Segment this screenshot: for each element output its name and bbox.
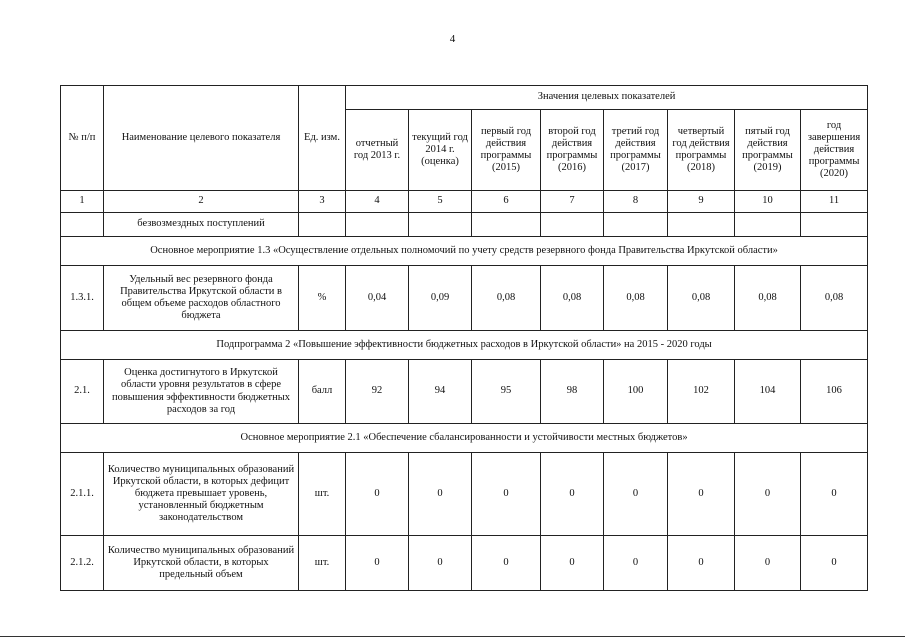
row-value-2018: 0: [668, 453, 735, 536]
row-unit: [299, 213, 346, 237]
row-unit: балл: [299, 360, 346, 424]
row-value-2014: 94: [409, 360, 472, 424]
row-value-2014: 0: [409, 536, 472, 591]
section-row-2-1: [61, 424, 868, 453]
row-value-2013: 92: [346, 360, 409, 424]
row-value-2020: 106: [801, 360, 868, 424]
section-row-1-3: [61, 237, 868, 266]
row-value: [409, 213, 472, 237]
row-value-2015: 0,08: [472, 266, 541, 331]
row-value-2015: 95: [472, 360, 541, 424]
row-value-2015: 0: [472, 536, 541, 591]
row-value-2018: 0: [668, 536, 735, 591]
row-value-2017: 0,08: [604, 266, 668, 331]
col-number: 10: [735, 191, 801, 213]
page-number: 4: [449, 33, 456, 45]
row-value-2017: 100: [604, 360, 668, 424]
row-value-2014: 0,09: [409, 266, 472, 331]
subprogram-row-2: [61, 331, 868, 360]
row-name: Количество муниципальных образований Иркутской области, в которых дефицит бюджета превышает уровень, установленный бюджетным законодательством: [104, 453, 299, 536]
row-num: 1.3.1.: [61, 266, 104, 331]
table-row-2-1-2: [61, 536, 868, 591]
header-col-2020: год завершения действия программы (2020): [801, 110, 868, 191]
row-num: 2.1.: [61, 360, 104, 424]
row-value-2017: 0: [604, 536, 668, 591]
header-col-2018: четвертый год действия программы (2018): [668, 110, 735, 191]
header-unit: Ед. изм.: [299, 86, 346, 191]
col-number: 4: [346, 191, 409, 213]
row-value-2020: 0: [801, 453, 868, 536]
section-title: Основное мероприятие 1.3 «Осуществление отдельных полномочий по учету средств резервного фонда Правительства Иркутской области»: [61, 237, 868, 266]
row-value-2013: 0: [346, 453, 409, 536]
row-value: [668, 213, 735, 237]
row-value: [801, 213, 868, 237]
header-col-2013: отчетный год 2013 г.: [346, 110, 409, 191]
header-values-group: Значения целевых показателей: [346, 86, 868, 110]
row-value-2015: 0: [472, 453, 541, 536]
col-number: 5: [409, 191, 472, 213]
row-value-2013: 0,04: [346, 266, 409, 331]
section-title: Основное мероприятие 2.1 «Обеспечение сбалансированности и устойчивости местных бюджетов»: [61, 424, 868, 453]
row-value-2013: 0: [346, 536, 409, 591]
row-value-2016: 0: [541, 536, 604, 591]
row-num: 2.1.2.: [61, 536, 104, 591]
row-value-2018: 102: [668, 360, 735, 424]
row-value-2020: 0: [801, 536, 868, 591]
table-row-continuation: [61, 213, 868, 237]
col-number: 8: [604, 191, 668, 213]
header-row-top: [61, 86, 868, 110]
col-number: 9: [668, 191, 735, 213]
row-num: 2.1.1.: [61, 453, 104, 536]
table-row-2-1: [61, 360, 868, 424]
row-value-2019: 0: [735, 536, 801, 591]
row-value-2014: 0: [409, 453, 472, 536]
row-unit: шт.: [299, 453, 346, 536]
col-number: 3: [299, 191, 346, 213]
header-col-2016: второй год действия программы (2016): [541, 110, 604, 191]
column-numbers-row: [61, 191, 868, 213]
table-row-2-1-1: [61, 453, 868, 536]
row-name: Количество муниципальных образований Иркутской области, в которых предельный объем: [104, 536, 299, 591]
page-bottom-edge: [0, 636, 905, 637]
row-value-2017: 0: [604, 453, 668, 536]
row-value-2019: 0: [735, 453, 801, 536]
subprogram-title: Подпрограмма 2 «Повышение эффективности бюджетных расходов в Иркутской области» на 2015 - 2020 годы: [61, 331, 868, 360]
row-value-2020: 0,08: [801, 266, 868, 331]
row-value-2016: 0: [541, 453, 604, 536]
row-unit: шт.: [299, 536, 346, 591]
row-value: [604, 213, 668, 237]
row-value: [735, 213, 801, 237]
row-value-2019: 104: [735, 360, 801, 424]
header-col-2019: пятый год действия программы (2019): [735, 110, 801, 191]
row-num: [61, 213, 104, 237]
col-number: 2: [104, 191, 299, 213]
header-col-2014: текущий год 2014 г. (оценка): [409, 110, 472, 191]
row-name: безвозмездных поступлений: [104, 213, 299, 237]
row-name: Удельный вес резервного фонда Правительства Иркутской области в общем объеме расходов областного бюджета: [104, 266, 299, 331]
table-row-1-3-1: [61, 266, 868, 331]
row-value-2019: 0,08: [735, 266, 801, 331]
header-col-2015: первый год действия программы (2015): [472, 110, 541, 191]
row-value-2016: 0,08: [541, 266, 604, 331]
col-number: 7: [541, 191, 604, 213]
target-indicators-table: [60, 85, 868, 591]
row-value: [472, 213, 541, 237]
header-num: № п/п: [61, 86, 104, 191]
col-number: 1: [61, 191, 104, 213]
row-value-2018: 0,08: [668, 266, 735, 331]
header-name: Наименование целевого показателя: [104, 86, 299, 191]
col-number: 11: [801, 191, 868, 213]
row-value: [346, 213, 409, 237]
row-value: [541, 213, 604, 237]
col-number: 6: [472, 191, 541, 213]
row-name: Оценка достигнутого в Иркутской области уровня результатов в сфере повышения эффективности бюджетных расходов за год: [104, 360, 299, 424]
row-value-2016: 98: [541, 360, 604, 424]
header-col-2017: третий год действия программы (2017): [604, 110, 668, 191]
row-unit: %: [299, 266, 346, 331]
